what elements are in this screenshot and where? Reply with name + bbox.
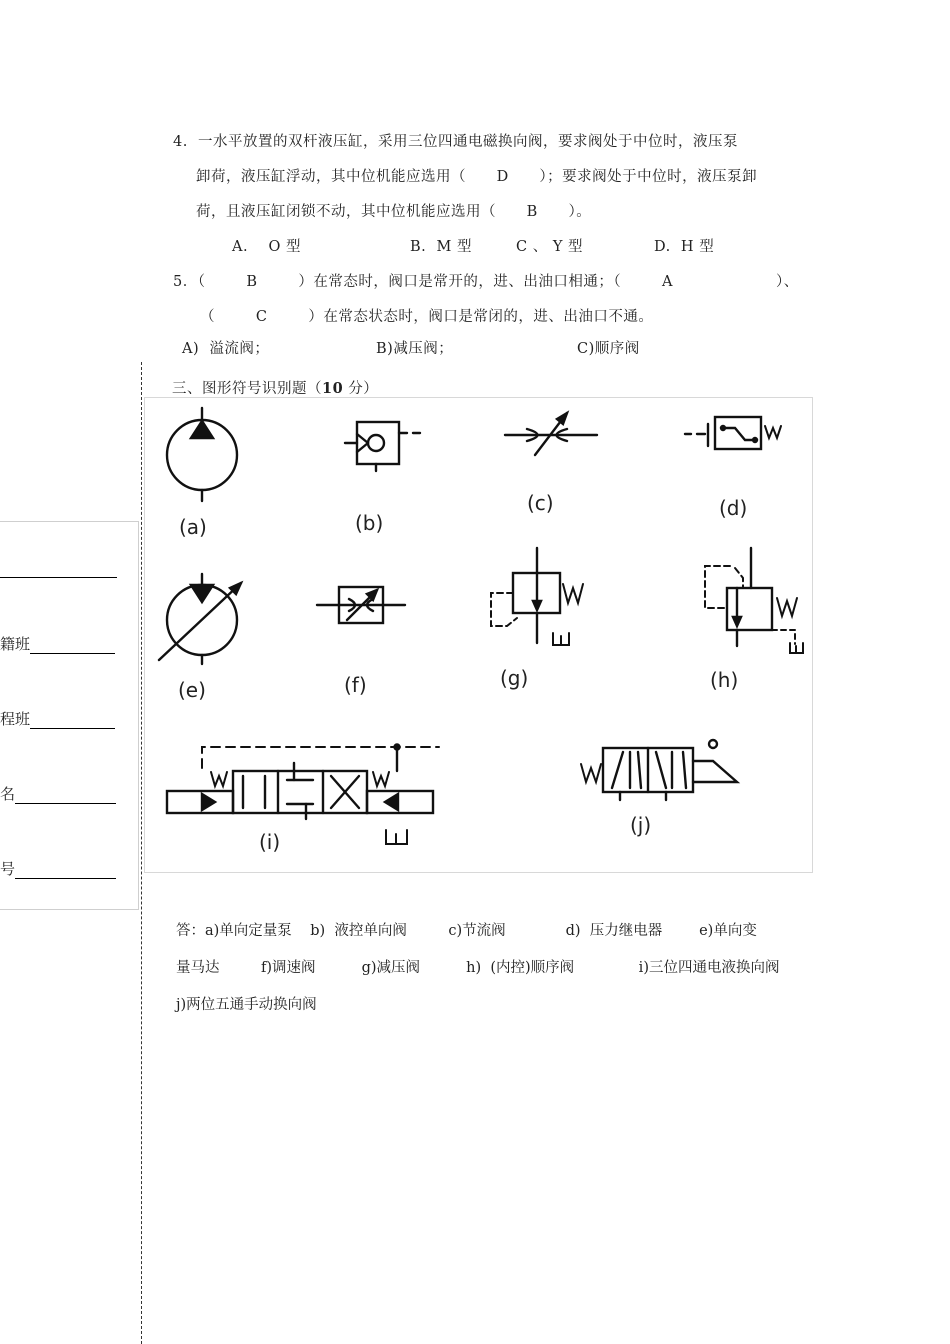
sidebar-field-number: 号 — [0, 858, 116, 879]
q4-option-c: C 、 Y 型 — [516, 239, 583, 255]
q4-option-a: A. O 型 — [232, 239, 302, 255]
sidebar-field-name: 名 — [0, 783, 116, 804]
q4-option-b: B. M 型 — [410, 239, 472, 255]
q5-option-c: C)顺序阀 — [577, 341, 640, 357]
symbol-label-i: (i) — [259, 830, 281, 854]
symbol-d-pressure-switch — [685, 417, 781, 449]
sidebar-field-class: 籍班 — [0, 633, 115, 654]
sidebar-field-1 — [0, 560, 117, 578]
q5-option-b: B)减压阀； — [376, 341, 454, 357]
symbol-label-d: (d) — [719, 496, 748, 520]
q4-line1: 4. 一水平放置的双杆液压缸，采用三位四通电磁换向阀，要求阀处于中位时，液压泵 — [173, 134, 739, 150]
symbol-label-c: (c) — [527, 491, 554, 515]
symbol-j-manual-directional-valve — [581, 740, 737, 800]
section-title-points: 10 — [322, 380, 344, 397]
symbol-label-b: (b) — [355, 511, 384, 535]
symbol-label-e: (e) — [178, 678, 206, 702]
binding-dashed-line — [141, 362, 142, 1344]
q4-option-d: D. H 型 — [654, 239, 715, 255]
q5-option-a: A) 溢流阀； — [182, 341, 270, 357]
symbol-a-fixed-pump — [167, 408, 237, 501]
symbol-e-variable-motor — [159, 574, 241, 664]
symbol-c-throttle-valve — [505, 413, 597, 455]
section-title-prefix: 三、图形符号识别题（ — [172, 381, 322, 397]
answer-line2: 量马达 f)调速阀 g)减压阀 h) (内控)顺序阀 i)三位四通电液换向阀 — [176, 960, 780, 976]
symbol-label-g: (g) — [500, 666, 529, 690]
answer-line3: j)两位五通手动换向阀 — [176, 997, 317, 1013]
student-info-sidebar — [0, 521, 139, 910]
q5-line2: （ C ）在常态状态时，阀口是常闭的，进、出油口不通。 — [200, 309, 654, 325]
section-title — [172, 377, 378, 398]
q5-line1-end: ）、 — [776, 274, 799, 290]
symbol-i-electrohydraulic-directional-valve — [167, 745, 439, 845]
symbol-b-pilot-check-valve — [345, 422, 420, 471]
q5-line1: 5．（ B ）在常态时，阀口是常开的，进、出油口相通；（ A — [173, 274, 673, 290]
symbol-label-f: (f) — [344, 673, 367, 697]
answer-line1: 答：a)单向定量泵 b) 液控单向阀 c)节流阀 d) 压力继电器 e)单向变 — [176, 923, 757, 939]
symbol-label-a: (a) — [179, 515, 207, 539]
symbol-label-h: (h) — [710, 668, 739, 692]
sidebar-field-course: 程班 — [0, 708, 115, 729]
q4-line2: 卸荷，液压缸浮动，其中位机能应选用（ D ）；要求阀处于中位时，液压泵卸 — [196, 169, 758, 185]
section-title-suffix: 分） — [343, 381, 379, 397]
symbol-label-j: (j) — [630, 813, 652, 837]
symbol-h-sequence-valve — [705, 548, 803, 653]
symbol-f-flow-control-valve — [317, 587, 405, 623]
hydraulic-symbols-figure — [144, 397, 813, 873]
q4-line3: 荷，且液压缸闭锁不动，其中位机能应选用（ B ）。 — [196, 204, 592, 220]
symbol-g-reducing-valve — [491, 548, 583, 645]
